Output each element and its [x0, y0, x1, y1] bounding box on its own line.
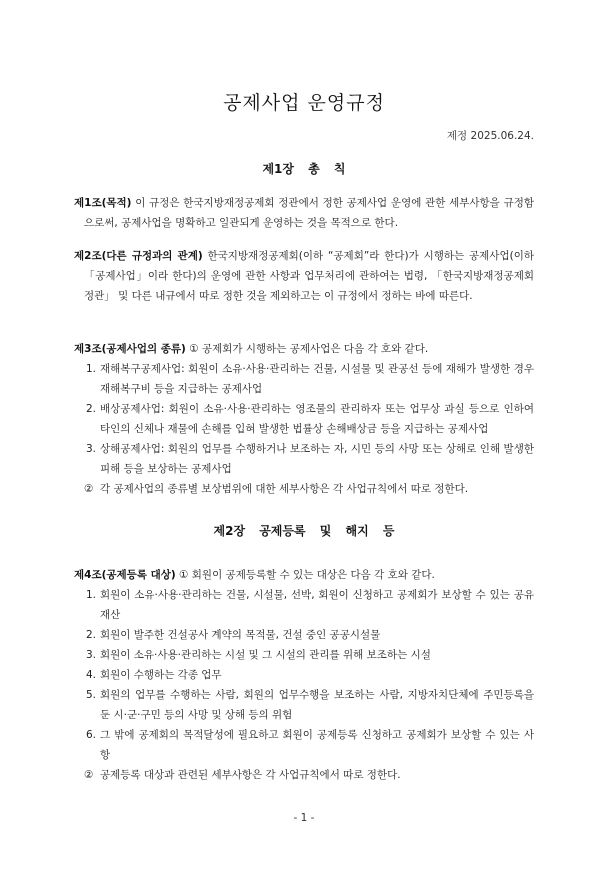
article-4-heading: 제4조(공제등록 대상) [74, 569, 176, 581]
item-text: 배상공제사업: 회원이 소유·사용·관리하는 영조물의 관리하자 또는 업무상 과실 등으로 인하여 타인의 신체나 재물에 손해를 입혀 발생한 법률상 손해배상금 등을 지급하는 공제사업 [100, 403, 534, 435]
document-title: 공제사업 운영규정 [223, 92, 385, 114]
article-2-heading: 제2조(다른 규정과의 관계) [74, 250, 203, 262]
article-3-text: ① 공제회가 시행하는 공제사업은 다음 각 호와 같다. [185, 343, 429, 355]
list-item [74, 585, 534, 625]
item-text: 회원의 업무를 수행하는 사람, 회원의 업무수행을 보조하는 사람, 지방자치단체에 주민등록을 둔 시·군·구민 등의 사망 및 상해 등의 위험 [100, 689, 534, 721]
article-4 [74, 565, 534, 785]
article-4-body [74, 565, 534, 585]
item-text: 재해복구공제사업: 회원이 소유·사용·관리하는 건물, 시설물 및 관공선 등에 재해가 발생한 경우 재해복구비 등을 지급하는 공제사업 [100, 363, 534, 395]
paragraph-number: ② [84, 483, 94, 495]
chapter-2-heading: 제2장 공제등록 및 해지 등 [213, 524, 395, 538]
item-text: 회원이 수행하는 각종 업무 [100, 669, 222, 681]
list-item [74, 645, 534, 665]
article-4-text: ① 회원이 공제등록할 수 있는 대상은 다음 각 호와 같다. [175, 569, 435, 581]
item-number: 2. [86, 403, 97, 415]
item-text: 그 밖에 공제회의 목적달성에 필요하고 회원이 공제등록 신청하고 공제회가 보상할 수 있는 사항 [100, 729, 534, 761]
article-1-heading: 제1조(목적) [74, 197, 132, 209]
article-3-heading: 제3조(공제사업의 종류) [74, 343, 186, 355]
page-number: - 1 - [293, 812, 315, 824]
item-number: 1. [86, 589, 97, 601]
list-item [74, 439, 534, 479]
list-item [74, 685, 534, 725]
item-number: 2. [86, 629, 97, 641]
list-item [74, 625, 534, 645]
article-2 [74, 246, 534, 306]
list-item [74, 399, 534, 439]
paragraph-text: 각 공제사업의 종류별 보상범위에 대한 세부사항은 각 사업규칙에서 따로 정한다. [100, 483, 469, 495]
list-item [74, 725, 534, 765]
chapter-1-heading: 제1장 총 칙 [262, 162, 346, 176]
article-3 [74, 339, 534, 499]
item-number: 5. [86, 689, 97, 701]
item-text: 상해공제사업: 회원의 업무를 수행하거나 보조하는 자, 시민 등의 사망 또는 상해로 인해 발생한 피해 등을 보상하는 공제사업 [100, 443, 534, 475]
paragraph-text: 공제등록 대상과 관련된 세부사항은 각 사업규칙에서 따로 정한다. [100, 769, 401, 781]
item-number: 3. [86, 649, 97, 661]
item-number: 4. [86, 669, 97, 681]
article-3-body [74, 339, 534, 359]
article-4-items [74, 585, 534, 765]
article-1-body [74, 193, 534, 233]
item-number: 1. [86, 363, 97, 375]
item-text: 회원이 소유·사용·관리하는 시설 및 그 시설의 관리를 위해 보조하는 시설 [100, 649, 431, 661]
list-item [74, 359, 534, 399]
item-number: 6. [86, 729, 97, 741]
enactment-date: 제정 2025.06.24. [446, 130, 534, 142]
article-1 [74, 193, 534, 233]
item-text: 회원이 소유·사용·관리하는 건물, 시설물, 선박, 회원이 신청하고 공제회가 보상할 수 있는 공유재산 [100, 589, 534, 621]
article-1-text: 이 규정은 한국지방재정공제회 정관에서 정한 공제사업 운영에 관한 세부사항을 규정함으로써, 공제사업을 명확하고 일관되게 운영하는 것을 목적으로 한다. [84, 197, 534, 229]
list-item [74, 665, 534, 685]
article-2-body [74, 246, 534, 306]
article-3-items [74, 359, 534, 479]
paragraph-number: ② [84, 769, 94, 781]
article-3-paragraph-2 [74, 479, 534, 499]
item-text: 회원이 발주한 건설공사 계약의 목적물, 건설 중인 공공시설물 [100, 629, 381, 641]
item-number: 3. [86, 443, 97, 455]
article-4-paragraph-2 [74, 765, 534, 785]
article-2-text: 한국지방재정공제회(이하 “공제회”라 한다)가 시행하는 공제사업(이하 「공제사업」이라 한다)의 운영에 관한 사항과 업무처리에 관하여는 법령, 「한국지방재정공제회 정관」 및 다른 내규에서 따로 정한 것을 제외하고는 이 규정에서 정하는 바에 따른다. [84, 250, 534, 302]
